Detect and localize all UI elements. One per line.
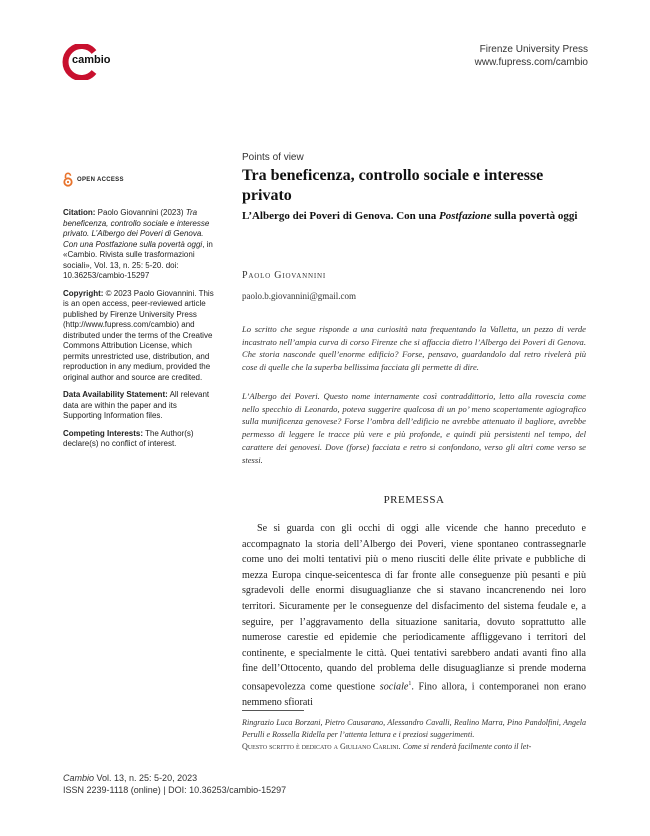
data-availability-text: All relevant data are within the paper and its Supporting Information files. xyxy=(63,390,210,420)
copyright-block xyxy=(63,289,216,384)
footnote xyxy=(242,717,586,754)
footer-journal: Cambio xyxy=(63,773,95,783)
open-access-icon xyxy=(63,172,73,187)
body-text-2: . Fino allora, i contemporanei non erano nemmeno sfiorati xyxy=(242,681,586,708)
body-text-1: Se si guarda con gli occhi di oggi alle vicende che hanno preceduto e accompagnato la storia dell’Albergo dei Poveri, viene spontaneo contrassegnarle come uno dei molti tentativi più o meno riusciti delle élite private e pubbliche di mezza Europa cinque-seicentesca di far fronte alle conseguenze più pesanti e più sgradevoli delle enormi disuguaglianze che si stavano incancrenendo nei loro territori. Sicuramente per le conseguenze del disfacimento del sistema feudale e, a seguire, per l’aggravamento della situazione sanitaria, dovuto soprattutto alle numerose carestie ed epidemie che periodicamente affliggevano i territori del continente, e specialmente le città. Quei tentativi sarebbero andati avanti fino alla fine dell’Ottocento, quando del problema delle disuguaglianze si prende moderna consapevolezza come questione xyxy=(242,523,586,693)
section-label: Points of view xyxy=(242,152,304,163)
competing-interests-block xyxy=(63,429,216,450)
body-paragraph xyxy=(242,521,586,710)
footer-line-2: ISSN 2239-1118 (online) | DOI: 10.36253/cambio-15297 xyxy=(63,784,287,795)
publisher-url[interactable]: www.fupress.com/cambio xyxy=(474,57,588,68)
copyright-text: © 2023 Paolo Giovannini. This is an open access, peer-reviewed article published by Firenze University Press (http://www.fupress.com/cambio) and distributed under the terms of the Creative Commons Attribution License, which permits unrestricted use, distribution, and reproduction in any medium, provided the original author and source are credited. xyxy=(63,288,214,382)
footnote-text-1: Ringrazio Luca Borzani, Pietro Causarano, Alessandro Cavalli, Realino Marra, Pino Pandolfini, Angela Perulli e Rossella Ridella per l’attenta lettura e i preziosi suggerimenti. xyxy=(242,718,586,740)
sidebar-metadata xyxy=(63,208,216,457)
footnote-divider xyxy=(242,710,304,711)
body-italic: sociale xyxy=(379,681,409,693)
abstract-paragraph-1: Lo scritto che segue risponde a una curiosità nata frequentando la Valletta, un pezzo di verde incastrato nell’ampia curva di corso Firenze che si affaccia dietro l’Albergo dei Poveri di Genova. Che storia nasconde quell’enorme edificio? Forse, pensavo, guardandolo dal retro rivelerà più cose di quelle che la superba bellissima facciata gli permette di dire. xyxy=(242,324,586,373)
copyright-label: Copyright: xyxy=(63,288,104,298)
open-access-badge xyxy=(63,172,124,187)
footnote-dedicatee: Giuliano Carlini xyxy=(339,742,399,752)
open-access-label: OPEN ACCESS xyxy=(77,176,124,183)
article-subtitle xyxy=(242,209,586,223)
publisher-block xyxy=(475,43,588,69)
article-title: Tra beneficenza, controllo sociale e interesse privato xyxy=(242,167,544,204)
subtitle-italic: Postfazione xyxy=(439,210,492,222)
citation-text-1: Paolo Giovannini (2023) xyxy=(95,208,186,217)
citation-text-2: , in «Cambio. Rivista sulle trasformazioni sociali», Vol. 13, n. 25: 5-20. doi: 10.36253/cambio-15297 xyxy=(63,239,213,280)
author-email[interactable]: paolo.b.giovannini@gmail.com xyxy=(242,291,357,301)
citation-title: Tra beneficenza, controllo sociale e interesse privato. L’Albergo dei Poveri di Genova. Con una Postfazione sulla povertà oggi xyxy=(63,208,210,249)
data-availability-block xyxy=(63,390,216,422)
footnote-marker[interactable]: 1 xyxy=(408,680,412,687)
subtitle-part-1: L’Albergo dei Poveri di Genova. Con una xyxy=(242,210,439,222)
subtitle-part-2: sulla povertà oggi xyxy=(491,210,578,222)
competing-interests-label: Competing Interests: xyxy=(63,428,144,438)
section-heading: PREMESSA xyxy=(383,494,445,506)
author-name: Paolo Giovannini xyxy=(242,270,326,281)
abstract-paragraph-2: L’Albergo dei Poveri. Questo nome internamente così contraddittorio, letto alla rovescia come nello specchio di Leonardo, poteva suggerire qualcosa di un po’ meno scopertamente agiografico sulla munificenza genovese? Forse l’ombra dell’edificio ne avrebbe attenuato il bagliore, avrebbe permesso di leggere le tracce più vere e più profonde, e quindi più persistenti nel tempo, del carattere dei genovesi. Dove (forse) facciata e retro si confondono, verso gli altri come verso se stessi. xyxy=(242,391,586,465)
footnote-text-2a: Questo scritto è dedicato a xyxy=(242,742,340,752)
citation-label: Citation: xyxy=(63,208,96,217)
competing-interests-text: The Author(s) declare(s) no conflict of interest. xyxy=(63,428,194,448)
data-availability-label: Data Availability Statement: xyxy=(63,390,168,399)
citation-block xyxy=(63,208,216,282)
footer-volume: Vol. 13, n. 25: 5-20, 2023 xyxy=(94,773,198,783)
footnote-text-2b: . Come si renderà facilmente conto il let- xyxy=(398,742,532,752)
logo-text: cambio xyxy=(72,54,111,66)
page-footer xyxy=(63,773,286,796)
footer-line-1 xyxy=(63,773,286,785)
publisher-name: Firenze University Press xyxy=(479,44,588,55)
